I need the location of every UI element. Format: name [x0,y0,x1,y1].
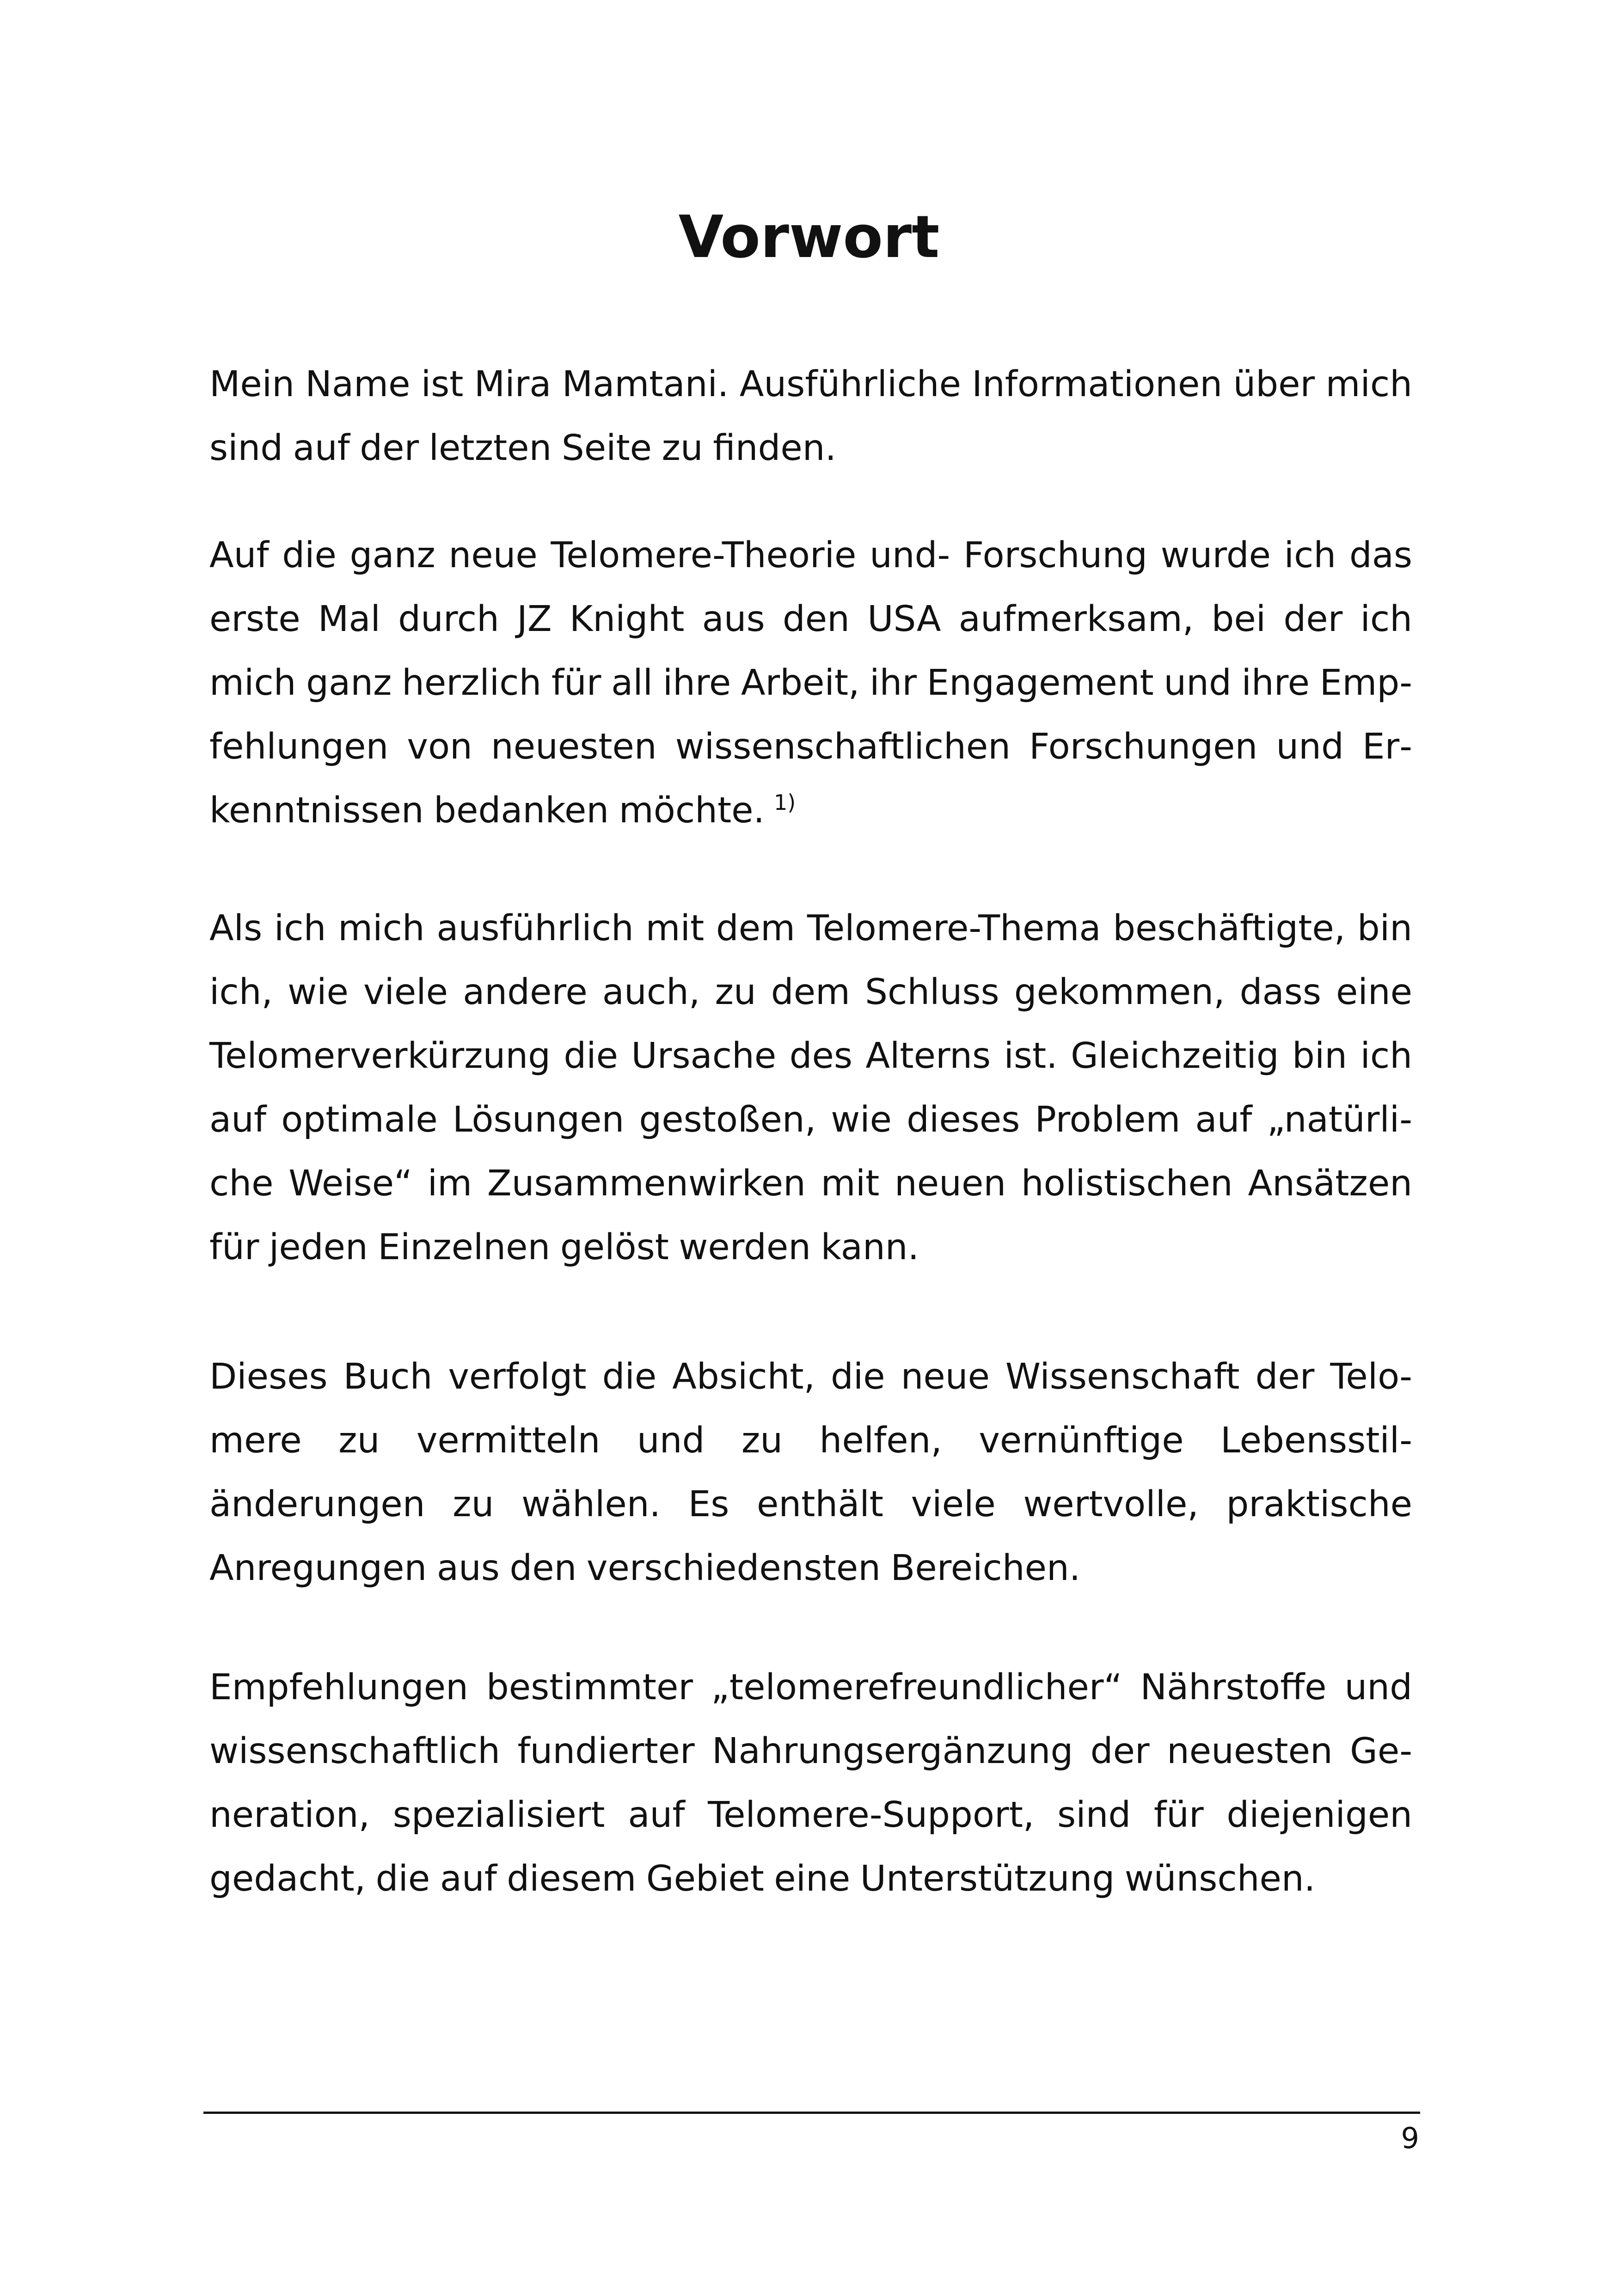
paragraph-4-text: Dieses Buch verfolgt die Absicht, die neue Wissenschaft der Telomere zu vermitteln und zu helfen, vernünftige Lebensstiländerungen zu wählen. Es enthält viele wertvolle, praktische Anregungen aus den verschiedensten Bereichen. [209,1356,1412,1589]
footnote-reference: 1) [774,790,796,815]
footer-rule [203,2112,1420,2114]
paragraph-1 [209,353,1412,480]
paragraph-1-text: Mein Name ist Mira Mamtani. Ausführliche Informationen über mich sind auf der letzten Seite zu finden. [209,364,1412,469]
paragraph-5 [209,1656,1412,1911]
page-title: Vorwort [678,203,940,271]
paragraph-2-text: Auf die ganz neue Telomere-Theorie und- Forschung wurde ich das erste Mal durch JZ Knight aus den USA aufmerksam, bei der ich mich ganz herzlich für all ihre Arbeit, ihr Engagement und ihre Empfehlungen von neuesten wissenschaftlichen Forschungen und Erkenntnissen bedanken möchte. [209,535,1412,831]
paragraph-2 [209,524,1412,843]
paragraph-5-text: Empfehlungen bestimmter „telomerefreundlicher“ Nährstoffe und wissenschaftlich fundierter Nahrungsergänzung der neuesten Generation, spezialisiert auf Telomere-Support, sind für diejenigen gedacht, die auf diesem Gebiet eine Unterstützung wünschen. [209,1667,1412,1899]
page-number: 9 [1401,2121,1419,2155]
paragraph-3-text: Als ich mich ausführlich mit dem Telomere-Thema beschäftigte, bin ich, wie viele andere auch, zu dem Schluss gekommen, dass eine Telomerverkürzung die Ursache des Alterns ist. Gleichzeitig bin ich auf optimale Lösungen gestoßen, wie dieses Problem auf „natürliche Weise“ im Zusammenwirken mit neuen holistischen Ansätzen für jeden Einzelnen gelöst werden kann. [209,908,1412,1268]
paragraph-4 [209,1345,1412,1600]
paragraph-3 [209,897,1412,1280]
